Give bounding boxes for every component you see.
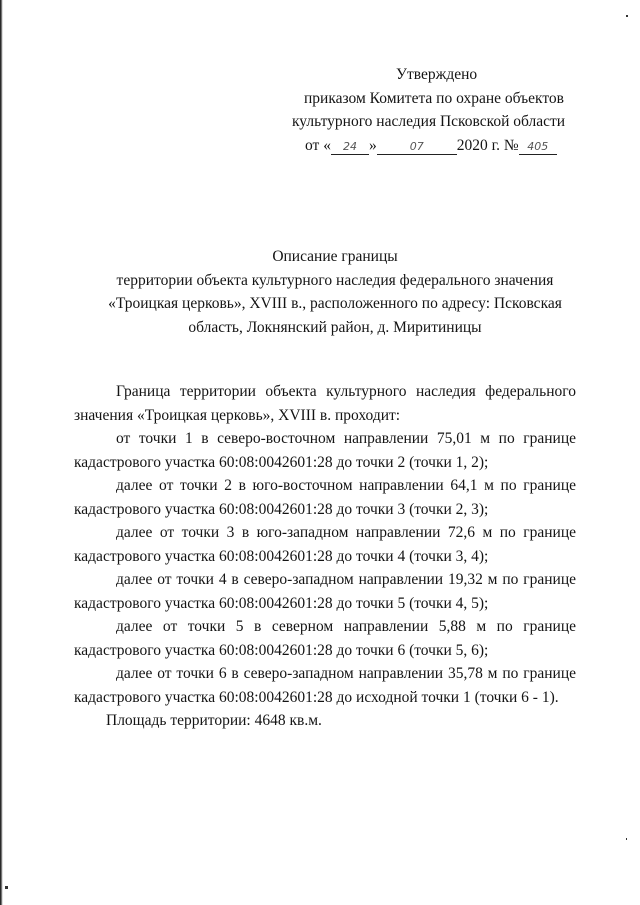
approval-committee-line: культурного наследия Псковской области [292,113,566,130]
boundary-segment: далее от точки 6 в северо-западном направлении 35,78 м по границе кадастрового участка 60:08:0042601:28 до исходной точки 1 (точки 6 - 1). [74,665,576,706]
title-line: область, Локнянский район, д. Миритиницы [188,318,482,336]
approval-heading: Утверждено [396,66,478,83]
date-close-quote: » [368,136,377,154]
intro-paragraph: Граница территории объекта культурного наследия федерального значения «Троицкая церковь», XVIII в. проходит: [74,383,576,424]
territory-area: Площадь территории: 4648 кв.м. [106,712,322,729]
year-and-number-label: 2020 г. № [456,136,519,154]
scan-speck [626,15,628,17]
scan-speck [626,838,627,840]
scan-left-edge [0,0,3,905]
boundary-description [74,380,576,733]
handwritten-day: 24 [331,135,369,159]
handwritten-order-number: 405 [519,135,557,159]
approval-stamp [250,63,580,158]
boundary-segment: далее от точки 5 в северном направлении 5,88 м по границе кадастрового участка 60:08:0042601:28 до точки 6 (точки 5, 6); [74,618,576,659]
handwritten-month: 07 [377,135,457,159]
title-line: «Троицкая церковь», XVIII в., расположенного по адресу: Псковская [108,295,562,312]
title-line: Описание границы [272,248,398,265]
scan-speck [5,886,8,889]
approval-date-line [250,134,580,159]
boundary-segment: далее от точки 3 в юго-западном направлении 72,6 м по границе кадастрового участка 60:08:0042601:28 до точки 4 (точки 3, 4); [74,524,576,565]
boundary-segment: от точки 1 в северо-восточном направлении 75,01 м по границе кадастрового участка 60:08:0042601:28 до точки 2 (точки 1, 2); [74,430,576,471]
boundary-segment: далее от точки 4 в северо-западном направлении 19,32 м по границе кадастрового участка 60:08:0042601:28 до точки 5 (точки 4, 5); [74,571,576,612]
title-line: территории объекта культурного наследия федерального значения [116,271,554,289]
document-title [60,245,610,339]
approval-order-line: приказом Комитета по охране объектов [304,89,565,107]
date-prefix: от « [305,136,331,154]
boundary-segment: далее от точки 2 в юго-восточном направлении 64,1 м по границе кадастрового участка 60:08:0042601:28 до точки 3 (точки 2, 3); [74,477,576,518]
